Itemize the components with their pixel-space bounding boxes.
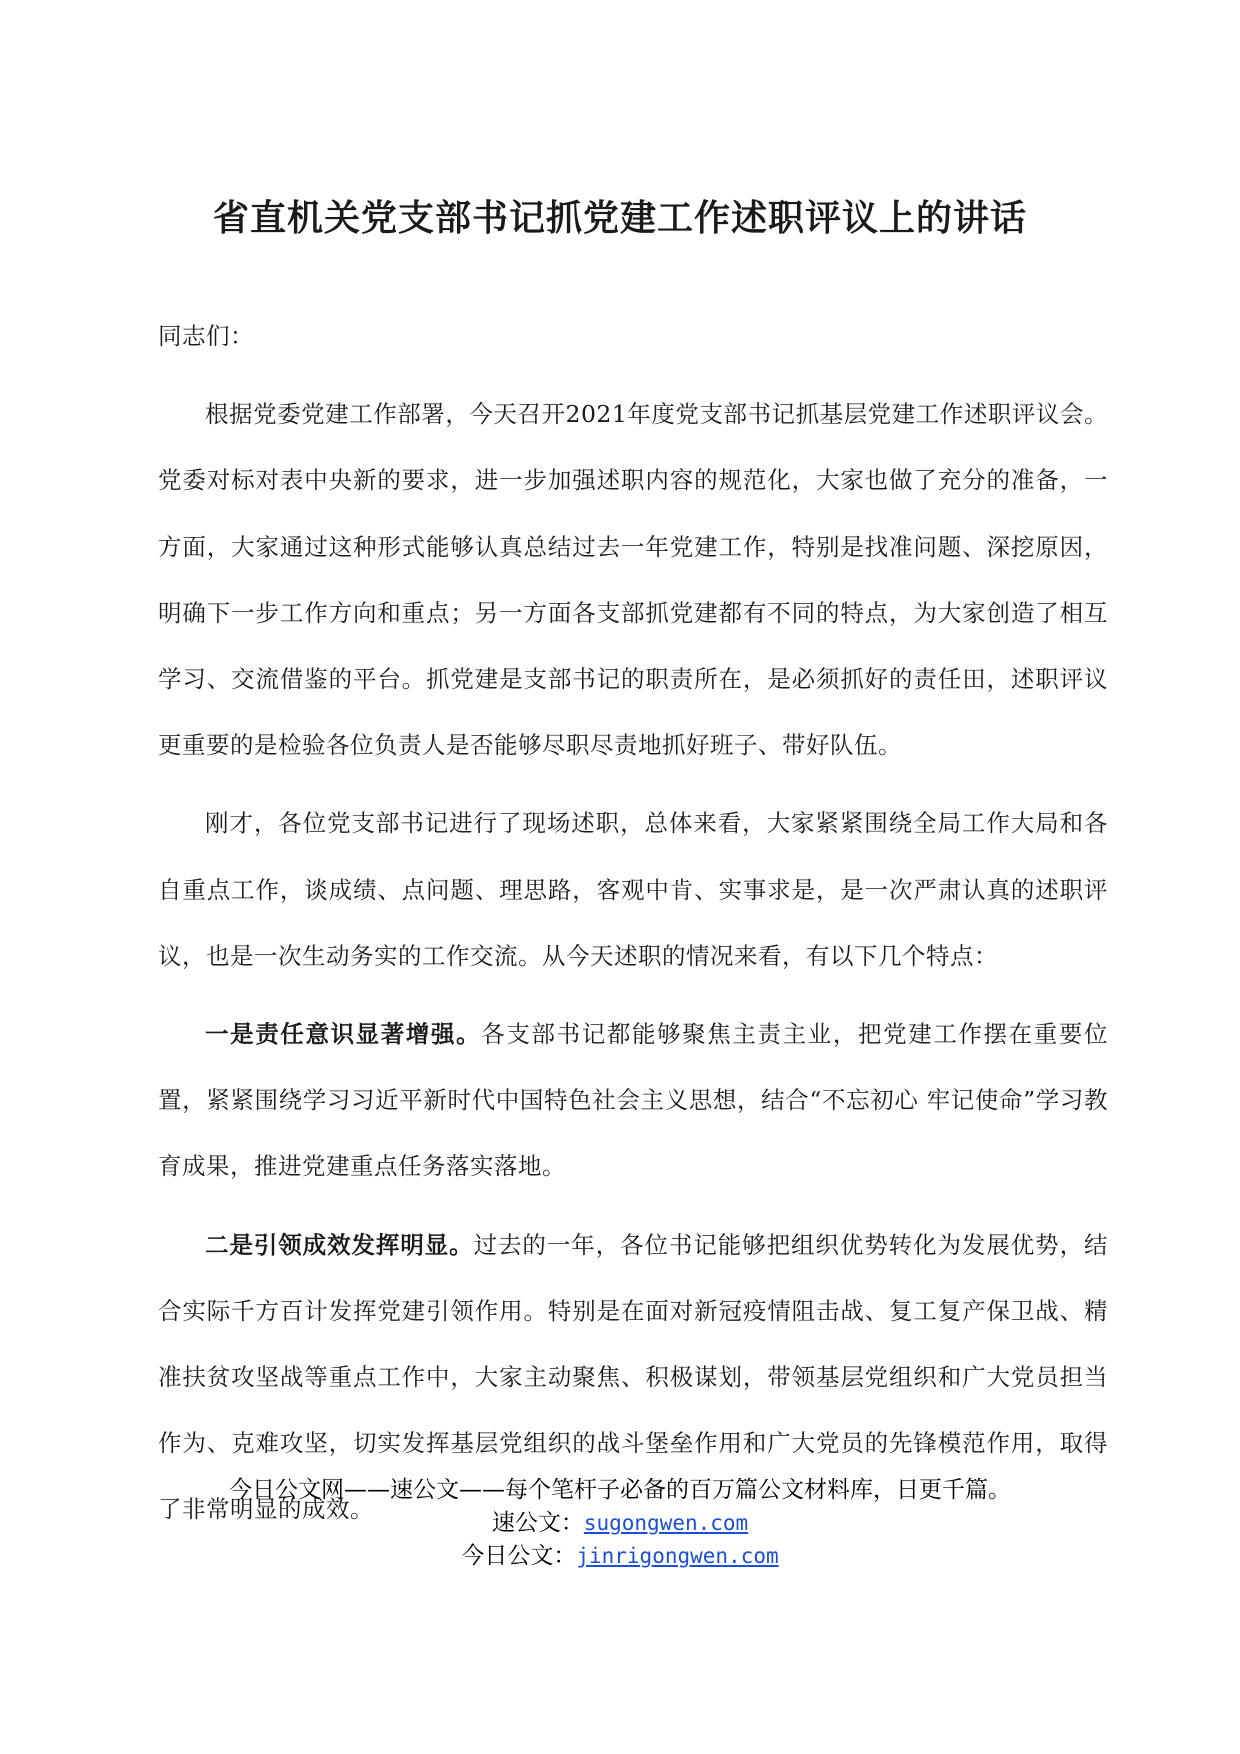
point-1-text: 各支部书记都能够聚焦主责主业，把党建工作摆在重要位置，紧紧围绕学习习近平新时代中国特色社会主义思想，结合“不忘初心 牢记使命”学习教育成果，推进党建重点任务落实落地。 — [158, 1020, 1109, 1181]
point-2-text: 过去的一年，各位书记能够把组织优势转化为发展优势，结合实际千方百计发挥党建引领作用。特别是在面对新冠疫情阻击战、复工复产保卫战、精准扶贫攻坚战等重点工作中，大家主动聚焦、积极谋划，带领基层党组织和广大党员担当作为、克难攻坚，切实发挥基层党组织的战斗堡垒作用和广大党员的先锋模范作用，取得了非常明显的成效。 — [158, 1230, 1109, 1524]
footer-site-1-link[interactable]: sugongwen.com — [583, 1511, 749, 1535]
point-2-lead: 二是引领成效发挥明显。 — [205, 1230, 474, 1259]
paragraph-1: 根据党委党建工作部署，今天召开2021年度党支部书记抓基层党建工作述职评议会。党委对标对表中央新的要求，进一步加强述职内容的规范化，大家也做了充分的准备，一方面，大家通过这种形式能够认真总结过去一年党建工作，特别是找准问题、深挖原因，明确下一步工作方向和重点；另一方面各支部抓党建都有不同的特点，为大家创造了相互学习、交流借鉴的平台。抓党建是支部书记的职责所在，是必须抓好的责任田，述职评议更重要的是检验各位负责人是否能够尽职尽责地抓好班子、带好队伍。 — [158, 400, 1108, 760]
point-1 — [158, 1001, 1108, 1200]
footer-site-2-link[interactable]: jinrigongwen.com — [576, 1544, 779, 1568]
footer-tagline: 今日公文网——速公文——每个笔杆子必备的百万篇公文材料库，日更千篇。 — [229, 1477, 1011, 1503]
document-body — [158, 303, 1108, 1543]
point-1-lead: 一是责任意识显著增强。 — [205, 1020, 482, 1049]
footer-site-1-label: 速公文： — [491, 1510, 584, 1536]
footer-site-2-label: 今日公文： — [461, 1543, 577, 1569]
paragraph-2: 刚才，各位党支部书记进行了现场述职，总体来看，大家紧紧围绕全局工作大局和各自重点工作，谈成绩、点问题、理思路，客观中肯、实事求是，是一次严肃认真的述职评议，也是一次生动务实的工作交流。从今天述职的情况来看，有以下几个特点： — [158, 809, 1108, 970]
document-title: 省直机关党支部书记抓党建工作述职评议上的讲话 — [212, 198, 1027, 239]
footer-site-2 — [0, 1540, 1240, 1573]
footer — [0, 1474, 1240, 1573]
salutation: 同志们： — [158, 322, 254, 350]
footer-site-1 — [0, 1507, 1240, 1540]
